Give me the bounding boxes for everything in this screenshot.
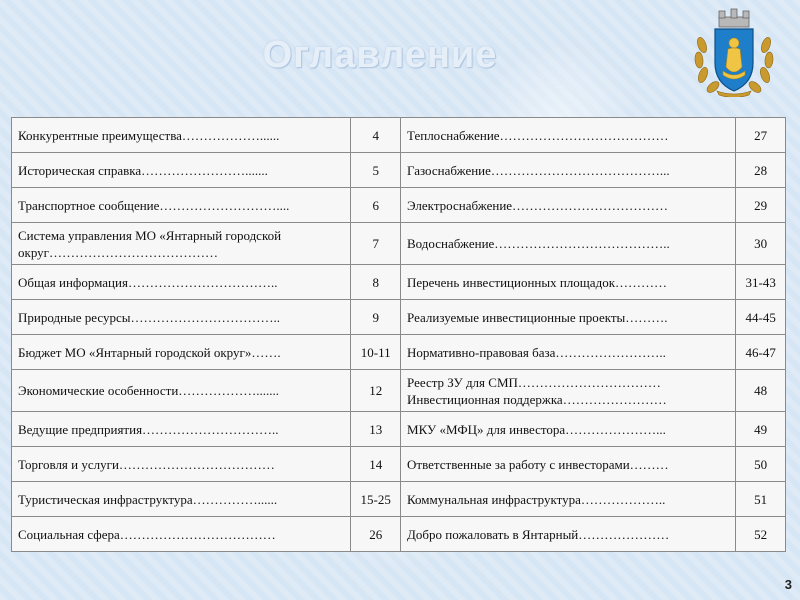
- table-row: [12, 412, 786, 447]
- toc-entry-label: Электроснабжение………………………………: [401, 188, 736, 223]
- toc-entry-page: 5: [351, 153, 401, 188]
- toc-entry-page: 30: [736, 223, 786, 265]
- toc-entry-label: Торговля и услуги………………………………: [12, 447, 351, 482]
- table-row: [12, 265, 786, 300]
- toc-entry-label: Бюджет МО «Янтарный городской округ»…….: [12, 335, 351, 370]
- toc-entry-label: Ответственные за работу с инвесторами………: [401, 447, 736, 482]
- toc-entry-page: 31-43: [736, 265, 786, 300]
- toc-entry-page: 9: [351, 300, 401, 335]
- table-of-contents: [11, 117, 786, 552]
- toc-entry-label: Общая информация……………………………..: [12, 265, 351, 300]
- table-row: [12, 300, 786, 335]
- toc-entry-label: Коммунальная инфраструктура………………..: [401, 482, 736, 517]
- toc-entry-label: Историческая справка…………………….......: [12, 153, 351, 188]
- toc-entry-page: 27: [736, 118, 786, 153]
- toc-entry-label: Водоснабжение…………………………………..: [401, 223, 736, 265]
- toc-entry-label: МКУ «МФЦ» для инвестора…………………...: [401, 412, 736, 447]
- toc-entry-page: 51: [736, 482, 786, 517]
- toc-entry-label: Перечень инвестиционных площадок…………: [401, 265, 736, 300]
- toc-entry-page: 8: [351, 265, 401, 300]
- toc-entry-label: Социальная сфера………………………………: [12, 517, 351, 552]
- toc-entry-page: 12: [351, 370, 401, 412]
- table-row: [12, 447, 786, 482]
- table-row: [12, 482, 786, 517]
- toc-entry-label: Туристическая инфраструктура……………......: [12, 482, 351, 517]
- table-row: [12, 517, 786, 552]
- toc-entry-page: 44-45: [736, 300, 786, 335]
- table-row: [12, 188, 786, 223]
- toc-entry-label: Реализуемые инвестиционные проекты……….: [401, 300, 736, 335]
- toc-entry-label: Система управления МО «Янтарный городской округ…………………………………: [12, 223, 351, 265]
- toc-entry-label: Газоснабжение…………………………………...: [401, 153, 736, 188]
- toc-entry-label: Транспортное сообщение………………………....: [12, 188, 351, 223]
- toc-entry-page: 46-47: [736, 335, 786, 370]
- toc-entry-page: 26: [351, 517, 401, 552]
- toc-entry-label: Конкурентные преимущества………………......: [12, 118, 351, 153]
- page-title: Оглавление: [262, 34, 498, 76]
- toc-entry-page: 10-11: [351, 335, 401, 370]
- table-row: [12, 335, 786, 370]
- table-row: [12, 370, 786, 412]
- toc-entry-page: 48: [736, 370, 786, 412]
- toc-entry-label: Добро пожаловать в Янтарный…………………: [401, 517, 736, 552]
- toc-entry-label: Реестр ЗУ для СМП…………………………… Инвестиционная поддержка……………………: [401, 370, 736, 412]
- toc-entry-label: Экономические особенности……………….......: [12, 370, 351, 412]
- toc-entry-label: Ведущие предприятия…………………………..: [12, 412, 351, 447]
- toc-entry-page: 6: [351, 188, 401, 223]
- table-row: [12, 118, 786, 153]
- toc-entry-page: 50: [736, 447, 786, 482]
- coat-of-arms-icon: [693, 5, 775, 97]
- toc-entry-page: 14: [351, 447, 401, 482]
- toc-entry-label: Нормативно-правовая база……………………..: [401, 335, 736, 370]
- toc-entry-page: 13: [351, 412, 401, 447]
- toc-entry-page: 49: [736, 412, 786, 447]
- toc-entry-label: Природные ресурсы……………………………..: [12, 300, 351, 335]
- table-row: [12, 153, 786, 188]
- page-number: 3: [784, 577, 792, 592]
- toc-entry-label: Теплоснабжение…………………………………: [401, 118, 736, 153]
- toc-entry-page: 7: [351, 223, 401, 265]
- toc-entry-page: 15-25: [351, 482, 401, 517]
- toc-entry-page: 29: [736, 188, 786, 223]
- table-row: [12, 223, 786, 265]
- toc-entry-page: 4: [351, 118, 401, 153]
- toc-entry-page: 28: [736, 153, 786, 188]
- toc-entry-page: 52: [736, 517, 786, 552]
